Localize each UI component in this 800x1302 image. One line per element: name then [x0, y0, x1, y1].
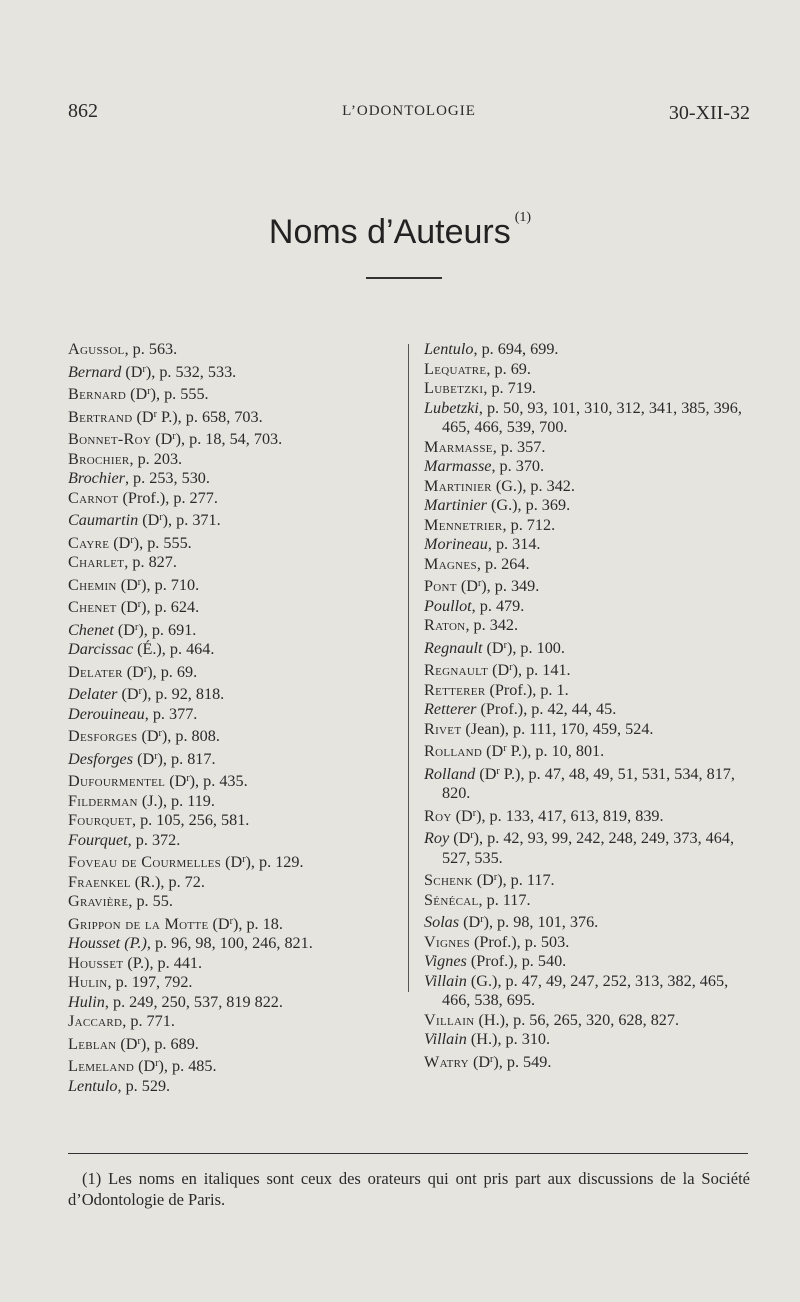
- index-entry: [68, 427, 398, 450]
- author-name: Lubetzki: [424, 398, 479, 417]
- page-references: (Jean), p. 111, 170, 459, 524.: [461, 719, 654, 738]
- footnote-text: Les noms en italiques sont ceux des orateurs qui ont pris part aux discussions de la Société d’Odontologie de Paris.: [68, 1169, 750, 1209]
- title-superscript: r: [138, 686, 142, 697]
- author-name: Rolland: [424, 764, 476, 783]
- page-references: ), p. 624.: [141, 598, 200, 616]
- page-references: , p. 377.: [144, 704, 198, 723]
- page-references: ), p. 18.: [232, 914, 283, 933]
- page-references: (R.), p. 72.: [130, 872, 205, 891]
- page-references: ), p. 129.: [245, 853, 304, 871]
- page-references: (Prof.), p. 42, 44, 45.: [476, 700, 617, 718]
- title-text: Noms d’Auteurs: [268, 213, 511, 251]
- title-superscript: r: [137, 576, 142, 588]
- index-entry: [68, 640, 398, 660]
- index-entry: [68, 1054, 398, 1077]
- page-references: , p. 771.: [122, 1012, 175, 1030]
- page-references: , p. 105, 256, 581.: [131, 811, 250, 829]
- index-entry: [68, 382, 398, 405]
- page-references: , p. 249, 250, 537, 819 822.: [104, 992, 283, 1011]
- index-entry: [424, 399, 759, 438]
- index-entry: [424, 477, 759, 497]
- index-entry: [68, 360, 398, 383]
- page-references: , p. 827.: [124, 553, 177, 571]
- author-name: Solas: [424, 913, 460, 931]
- title-superscript: r: [472, 807, 477, 819]
- index-entry: [68, 618, 398, 641]
- author-name: Agussol: [68, 340, 125, 358]
- title-superscript: r: [154, 750, 158, 762]
- author-title: (D: [120, 575, 138, 594]
- page-references: ), p. 691.: [138, 620, 197, 639]
- author-name: Lemeland: [68, 1057, 135, 1075]
- author-name: Mennetrier: [424, 515, 503, 534]
- title-superscript: r: [172, 431, 176, 442]
- author-name: Regnault: [424, 638, 483, 657]
- author-name: Gravière: [68, 892, 129, 910]
- index-entry: [424, 574, 759, 597]
- author-name: Chemin: [68, 575, 117, 594]
- page-references: , p. 264.: [476, 554, 530, 573]
- index-entry: [424, 496, 759, 516]
- author-name: Villain: [424, 971, 467, 990]
- author-index-right-column: [424, 340, 759, 1072]
- page-references: (Prof.), p. 277.: [118, 488, 218, 507]
- author-name: Bertrand: [68, 407, 133, 426]
- footnote-rule: [68, 1153, 748, 1154]
- page-references: ), p. 555.: [150, 385, 209, 403]
- index-entry: [68, 769, 398, 792]
- page-references: , p. 69.: [486, 359, 531, 378]
- page-references: (G.), p. 342.: [491, 476, 575, 495]
- title-superscript: r: [137, 599, 142, 610]
- index-entry: [424, 555, 759, 575]
- page-references: , p. 253, 530.: [124, 469, 210, 487]
- page-references: (Prof.), p. 1.: [485, 680, 569, 699]
- title-superscript: r: [493, 872, 498, 883]
- author-name: Villain: [424, 1010, 475, 1029]
- title-superscript: r: [242, 854, 246, 865]
- page-references: , p. 357.: [492, 437, 546, 456]
- index-entry: [68, 934, 398, 954]
- index-entry: [68, 508, 398, 531]
- page-references: ), p. 549.: [493, 1052, 552, 1071]
- author-title: (D: [463, 913, 481, 931]
- index-entry: [424, 597, 759, 617]
- author-title: (D: [126, 662, 144, 681]
- index-entry: [68, 705, 398, 725]
- author-title: (D: [137, 749, 155, 768]
- page-references: , p. 314.: [487, 535, 541, 553]
- index-entry: [68, 831, 398, 851]
- author-name: Vignes: [424, 932, 470, 951]
- footnote-number: (1): [82, 1169, 102, 1188]
- author-name: Carnot: [68, 488, 119, 507]
- title-superscript: r: [503, 743, 507, 754]
- page-references: ), p. 817.: [157, 749, 216, 768]
- author-name: Hulin: [68, 973, 108, 991]
- page-references: ), p. 371.: [162, 511, 221, 529]
- author-name: Villain: [424, 1030, 467, 1048]
- index-entry: [424, 720, 759, 740]
- page-references: , p. 117.: [478, 890, 531, 909]
- title-superscript: r: [155, 1058, 159, 1069]
- author-name: Morineau: [424, 535, 488, 553]
- title-superscript: r: [503, 639, 507, 651]
- page-references: ), p. 133, 417, 613, 819, 839.: [476, 806, 664, 825]
- author-name: Lentulo: [68, 1076, 118, 1095]
- page-references: , p. 719.: [483, 379, 536, 397]
- issue-date: 30-XII-32: [668, 102, 750, 124]
- author-name: Delater: [68, 685, 118, 703]
- author-name: Pont: [424, 577, 457, 595]
- author-name: Lentulo: [424, 340, 474, 358]
- author-title: (D: [142, 511, 160, 529]
- page-references: ), p. 98, 101, 376.: [483, 913, 599, 931]
- author-name: Housset: [68, 953, 124, 972]
- title-superscript: r: [142, 363, 146, 375]
- index-entry: [424, 933, 759, 953]
- index-entry: [424, 804, 759, 827]
- author-name: Chenet: [68, 598, 117, 616]
- author-title: (D: [120, 1034, 138, 1053]
- author-name: Vignes: [424, 952, 467, 970]
- index-entry: [424, 636, 759, 659]
- author-title: (D: [486, 742, 504, 760]
- author-title: (D: [479, 764, 497, 783]
- index-entry: [68, 792, 398, 812]
- author-name: Foveau de Courmelles: [68, 853, 222, 871]
- page-references: ), p. 485.: [158, 1057, 217, 1075]
- title-superscript: r: [135, 621, 139, 633]
- author-name: Brochier: [68, 469, 125, 487]
- title-superscript: r: [496, 765, 500, 777]
- title-superscript: r: [477, 578, 482, 589]
- page-references: ), p. 92, 818.: [141, 685, 225, 703]
- title-superscript: r: [130, 534, 134, 546]
- page-references: (É.), p. 464.: [133, 640, 215, 658]
- index-entry: [424, 910, 759, 933]
- page-references: ), p. 141.: [512, 661, 571, 679]
- index-entry: [424, 868, 759, 891]
- page-references: (P.), p. 441.: [123, 953, 203, 972]
- author-name: Jaccard: [68, 1012, 123, 1030]
- page-references: , p. 203.: [129, 449, 183, 468]
- page-references: ), p. 42, 93, 99, 242, 248, 249, 373, 464, 527, 535.: [442, 829, 734, 867]
- author-name: Retterer: [424, 700, 477, 718]
- author-name: Sénécal: [424, 890, 479, 909]
- index-entry: [68, 724, 398, 747]
- author-title: (D: [169, 772, 187, 790]
- author-title: (D: [472, 1052, 491, 1071]
- page-references: , p. 712.: [502, 515, 556, 534]
- author-title: (D: [120, 598, 138, 616]
- author-name: Retterer: [424, 680, 486, 699]
- page-references: , p. 370.: [491, 457, 545, 475]
- author-name: Derouineau: [68, 704, 145, 723]
- index-entry: [68, 573, 398, 596]
- author-title: (D: [113, 533, 131, 552]
- page-references: ), p. 808.: [161, 727, 220, 745]
- page-references: ), p. 689.: [140, 1034, 199, 1053]
- author-name: Cayre: [68, 533, 110, 552]
- author-name: Magnes: [424, 554, 477, 573]
- index-entry: [424, 681, 759, 701]
- index-entry: [68, 912, 398, 935]
- index-entry: [424, 616, 759, 636]
- index-entry: [424, 826, 759, 868]
- author-title: (D: [453, 829, 471, 847]
- title-superscript: r: [159, 512, 163, 523]
- author-name: Charlet: [68, 553, 125, 571]
- title-superscript: r: [480, 914, 484, 925]
- page-references: ), p. 100.: [506, 638, 565, 657]
- author-title: (D: [460, 577, 478, 595]
- page-references: , p. 694, 699.: [473, 340, 559, 358]
- index-entry: [68, 811, 398, 831]
- page-references: (G.), p. 369.: [486, 496, 571, 514]
- title-superscript: r: [143, 663, 148, 675]
- title-superscript: r: [158, 728, 162, 739]
- page-title: [0, 210, 800, 252]
- page-references: , p. 96, 98, 100, 246, 821.: [146, 934, 313, 952]
- author-title: (D: [141, 727, 159, 745]
- index-entry: [68, 469, 398, 489]
- author-name: Martinier: [424, 476, 492, 495]
- author-name: Caumartin: [68, 511, 139, 529]
- author-name: Dufourmentel: [68, 772, 166, 790]
- author-title: (D: [121, 685, 139, 703]
- index-entry: [68, 892, 398, 912]
- author-name: Raton: [424, 616, 466, 634]
- author-name: Poullot: [424, 596, 472, 615]
- author-name: Bernard: [68, 362, 122, 381]
- author-name: Delater: [68, 662, 123, 681]
- index-entry: [424, 516, 759, 536]
- page-references: P.), p. 47, 48, 49, 51, 531, 534, 817, 820.: [442, 764, 735, 802]
- author-title: (D: [138, 1057, 156, 1075]
- author-title: (D: [130, 385, 148, 403]
- title-superscript: r: [490, 1053, 494, 1065]
- page-references: ), p. 18, 54, 703.: [175, 430, 283, 448]
- author-name: Fourquet: [68, 830, 128, 849]
- page-references: , p. 50, 93, 101, 310, 312, 341, 385, 396, 465, 466, 539, 700.: [442, 398, 742, 436]
- author-title: (D: [125, 362, 143, 381]
- author-name: Regnault: [424, 661, 489, 679]
- index-entry: [424, 360, 759, 380]
- page-references: ), p. 555.: [133, 533, 192, 552]
- index-entry: [68, 660, 398, 683]
- page-number: 862: [68, 100, 98, 122]
- footnote: [68, 1168, 750, 1210]
- index-entry: [68, 993, 398, 1013]
- page-references: (H.), p. 56, 265, 320, 628, 827.: [474, 1010, 680, 1029]
- title-superscript: r: [509, 662, 513, 673]
- author-title: (D: [117, 620, 135, 639]
- author-name: Bernard: [68, 385, 127, 403]
- index-entry: [68, 954, 398, 974]
- page-references: P.), p. 10, 801.: [506, 742, 605, 760]
- author-name: Martinier: [424, 496, 487, 514]
- author-name: Darcissac: [68, 640, 134, 658]
- page-references: ), p. 69.: [147, 662, 198, 681]
- index-entry: [68, 405, 398, 428]
- author-title: (D: [225, 853, 243, 871]
- index-entry: [424, 658, 759, 681]
- index-entry: [424, 952, 759, 972]
- page-references: , p. 563.: [124, 340, 178, 358]
- author-name: Marmasse: [424, 437, 493, 456]
- index-entry: [424, 972, 759, 1011]
- title-superscript: r: [137, 1035, 141, 1047]
- page-references: , p. 529.: [117, 1076, 171, 1095]
- journal-title: L’ODONTOLOGIE: [342, 103, 476, 119]
- index-entry: [424, 340, 759, 360]
- index-entry: [68, 747, 398, 770]
- page-references: P.), p. 658, 703.: [156, 407, 263, 426]
- author-name: Bonnet-Roy: [68, 430, 152, 448]
- author-name: Rivet: [424, 719, 462, 738]
- index-entry: [68, 973, 398, 993]
- author-title: (D: [136, 407, 154, 426]
- page-references: ), p. 349.: [481, 577, 540, 595]
- index-entry: [424, 379, 759, 399]
- author-name: Rolland: [424, 742, 483, 760]
- index-entry: [424, 762, 759, 804]
- index-entry: [424, 700, 759, 720]
- index-entry: [68, 1032, 398, 1055]
- author-name: Grippon de la Motte: [68, 914, 209, 933]
- index-entry: [68, 873, 398, 893]
- title-rule: [366, 277, 442, 279]
- title-superscript: r: [229, 915, 233, 927]
- author-name: Lequatre: [424, 359, 487, 378]
- title-footnote-ref: (1): [514, 210, 532, 225]
- author-name: Desforges: [68, 749, 134, 768]
- author-title: (D: [212, 914, 230, 933]
- page-references: , p. 55.: [128, 892, 173, 910]
- index-entry: [424, 891, 759, 911]
- author-name: Lubetzki: [424, 379, 484, 397]
- index-entry: [68, 595, 398, 618]
- page-references: , p. 479.: [471, 596, 525, 615]
- author-title: (D: [492, 661, 510, 679]
- author-title: (D: [476, 871, 494, 889]
- page-references: (J.), p. 119.: [137, 791, 215, 810]
- author-name: Fraenkel: [68, 872, 131, 891]
- index-entry: [68, 489, 398, 509]
- author-name: Brochier: [68, 449, 130, 468]
- index-entry: [424, 739, 759, 762]
- index-entry: [68, 450, 398, 470]
- page-references: ), p. 435.: [189, 772, 248, 790]
- page-references: ), p. 117.: [497, 871, 555, 889]
- author-name: Filderman: [68, 791, 138, 810]
- index-entry: [68, 340, 398, 360]
- running-header: [68, 100, 750, 130]
- author-name: Housset (P.): [68, 934, 147, 952]
- author-name: Marmasse: [424, 457, 492, 475]
- page-references: (Prof.), p. 540.: [466, 952, 567, 970]
- author-name: Fourquet: [68, 811, 132, 829]
- index-entry: [424, 535, 759, 555]
- author-title: (D: [455, 806, 473, 825]
- page-references: , p. 197, 792.: [107, 973, 193, 991]
- index-entry: [68, 850, 398, 873]
- page-references: (G.), p. 47, 49, 247, 252, 313, 382, 465, 466, 538, 695.: [442, 971, 729, 1009]
- author-name: Schenk: [424, 871, 473, 889]
- author-name: Desforges: [68, 727, 138, 745]
- index-entry: [424, 1011, 759, 1031]
- page-references: (Prof.), p. 503.: [469, 932, 570, 951]
- column-divider: [408, 344, 409, 992]
- page-references: (H.), p. 310.: [466, 1030, 551, 1048]
- page-references: ), p. 532, 533.: [145, 362, 237, 381]
- author-title: (D: [155, 430, 173, 448]
- author-name: Hulin: [68, 992, 105, 1011]
- index-entry: [424, 1050, 759, 1073]
- author-name: Roy: [424, 829, 450, 847]
- index-entry: [424, 457, 759, 477]
- page-references: , p. 372.: [127, 830, 181, 849]
- index-entry: [424, 438, 759, 458]
- index-entry: [68, 1012, 398, 1032]
- author-name: Leblan: [68, 1034, 117, 1053]
- author-title: (D: [486, 638, 504, 657]
- index-entry: [68, 531, 398, 554]
- index-entry: [68, 682, 398, 705]
- index-entry: [68, 1077, 398, 1097]
- page-references: ), p. 710.: [141, 575, 200, 594]
- author-name: Chenet: [68, 620, 114, 639]
- author-name: Watry: [424, 1052, 469, 1071]
- page-references: , p. 342.: [465, 616, 519, 634]
- title-superscript: r: [153, 408, 157, 420]
- author-name: Roy: [424, 806, 452, 825]
- title-superscript: r: [186, 773, 190, 784]
- index-entry: [68, 553, 398, 573]
- title-superscript: r: [470, 830, 474, 841]
- author-index-left-column: [68, 340, 398, 1096]
- index-entry: [424, 1030, 759, 1050]
- title-superscript: r: [147, 386, 151, 397]
